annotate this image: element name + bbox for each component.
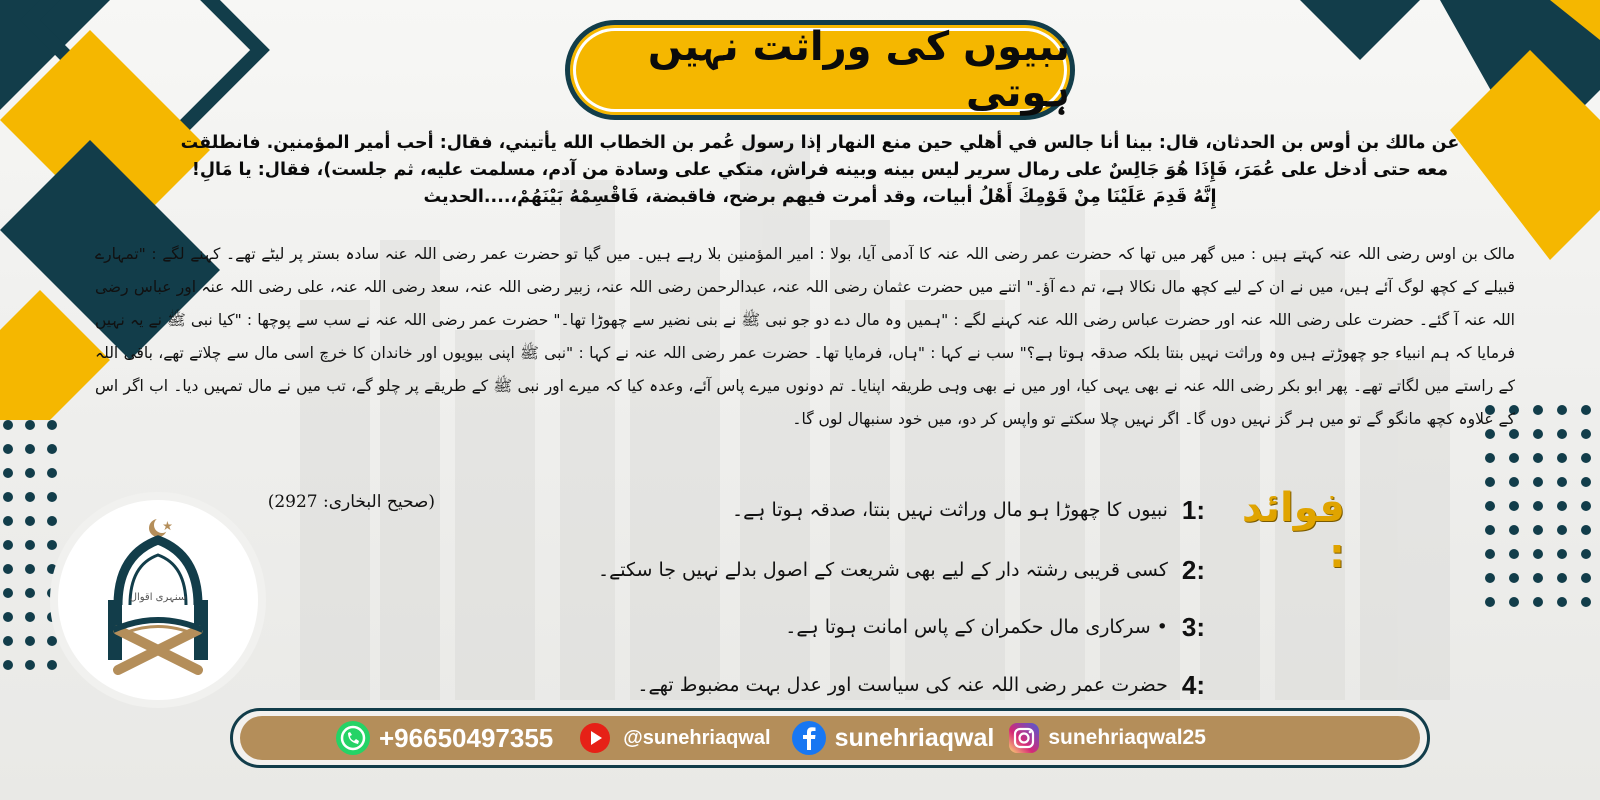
hadith-reference: (صحیح البخاری: 2927) bbox=[267, 492, 435, 512]
youtube-handle: @sunehriaqwal bbox=[623, 726, 771, 749]
social-bar bbox=[240, 716, 1420, 760]
arabic-hadith-text: عن مالك بن أوس بن الحدثان، قال: بينا أنا جالس في أهلي حين منع النهار إذا رسول عُمر بن الخطاب الله يأتيني، فقال: أحب أمير المؤمنين. فانطلقت معه حتى أدخل على عُمَرَ، فَإِذَا هُوَ جَالِسٌ على رمال سرير ليس بينه وبينه فراش، متكي على وسادة من آدم، مسلمت عليه، ثم جلست)، فقال: يا مَالِ! إِنَّهُ قَدِمَ عَلَيْنَا مِنْ قَوْمِكَ أَهْلُ أبيات، وقد أمرت فيهم برضح، فاقبضة، فَاقْسِمْهُ بَيْنَهُمْ،....الحديث bbox=[180, 133, 1460, 207]
instagram-handle: sunehriaqwal25 bbox=[1048, 726, 1206, 749]
benefit-text: • سرکاری مال حکمران کے پاس امانت ہوتا ہے۔ bbox=[785, 616, 1168, 638]
crescent-star-icon bbox=[149, 517, 172, 537]
benefit-item bbox=[470, 665, 1205, 705]
instagram-link[interactable] bbox=[1008, 722, 1206, 754]
benefit-number: 4: bbox=[1181, 669, 1205, 700]
urdu-translation-text: مالک بن اوس رضی اللہ عنہ کہتے ہیں : میں گھر میں تھا کہ حضرت عمر رضی اللہ عنہ کا آدمی آیا، بولا : امیر المؤمنین بلا رہے ہیں۔ میں گیا تو حضرت عمر رضی اللہ عنہ سادہ بستر پر لیٹے تھے۔ کہنے لگے : "تمہارے قبیلے کے کچھ لوگ آئے ہیں، میں نے ان کے لیے کچھ مال نکالا ہے، تم دے آؤ۔" اتنے میں حضرت عثمان رضی اللہ عنہ، عبدالرحمن رضی اللہ عنہ، زبیر رضی اللہ عنہ، سعد رضی اللہ عنہ، علی رضی اللہ عنہ اور عباس رضی اللہ عنہ آ گئے۔ حضرت علی رضی اللہ عنہ اور حضرت عباس رضی اللہ عنہ کہنے لگے : "ہمیں وہ مال دے دو جو نبی ﷺ نے بنی نضیر سے چھوڑا تھا۔" حضرت عمر رضی اللہ عنہ نے سب سے پوچھا : "کیا نبی ﷺ نے یہ نہیں فرمایا کہ ہم انبیاء جو چھوڑتے ہیں وہ وراثت نہیں بنتا بلکہ صدقہ ہوتا ہے؟" سب نے کہا : "ہاں، فرمایا تھا۔ حضرت عمر رضی اللہ عنہ نے کہا : "نبی ﷺ اپنی بیویوں اور خاندان کا خرچ اسی مال سے چلاتے تھے، باقی اللہ کے راستے میں لگاتے تھے۔ پھر ابو بکر رضی اللہ عنہ نے بھی یہی کیا، اور میں نے بھی وہی طریقہ اپنایا۔ تم دونوں میرے پاس آئے، وعدہ کیا کہ میرے اور نبی ﷺ کے طریقے پر چلو گے، تب میں نے مال تمہیں دیا۔ اب اگر اس کے علاوہ کچھ مانگو گے تو میں ہر گز نہیں دوں گا۔ اگر نہیں چلا سکتے تو واپس کر دو، میں خود سنبھال لوں گا۔ bbox=[95, 245, 1515, 428]
whatsapp-contact[interactable] bbox=[335, 720, 553, 756]
social-footer bbox=[230, 708, 1430, 768]
page-title: نبیوں کی وراثت نہیں ہوتی bbox=[647, 24, 1070, 116]
instagram-icon bbox=[1008, 722, 1040, 754]
facebook-icon bbox=[791, 720, 827, 756]
whatsapp-icon bbox=[335, 720, 371, 756]
logo-caption: سنہری اقوال bbox=[129, 592, 187, 603]
youtube-icon bbox=[575, 722, 615, 754]
brand-logo bbox=[58, 500, 258, 700]
benefit-item bbox=[470, 490, 1205, 530]
fawaid-heading: فوائد : bbox=[1241, 485, 1345, 577]
youtube-link[interactable] bbox=[575, 722, 770, 754]
benefit-number: 1: bbox=[1181, 494, 1205, 525]
phone-number: +96650497355 bbox=[379, 722, 554, 753]
benefit-item bbox=[470, 550, 1205, 590]
facebook-handle: sunehriaqwal bbox=[834, 723, 995, 752]
benefit-text: حضرت عمر رضی اللہ عنہ کی سیاست اور عدل بہت مضبوط تھے۔ bbox=[637, 674, 1168, 696]
benefit-text: کسی قریبی رشتہ دار کے لیے بھی شریعت کے اصول بدلے نہیں جا سکتے۔ bbox=[598, 559, 1168, 581]
benefit-text: نبیوں کا چھوڑا ہو مال وراثت نہیں بنتا، صدقہ ہوتا ہے۔ bbox=[732, 499, 1168, 521]
benefit-number: 3: bbox=[1181, 611, 1205, 642]
benefit-number: 2: bbox=[1181, 554, 1205, 585]
title-banner bbox=[565, 20, 1075, 120]
facebook-link[interactable] bbox=[791, 720, 995, 756]
benefit-item bbox=[470, 607, 1205, 647]
